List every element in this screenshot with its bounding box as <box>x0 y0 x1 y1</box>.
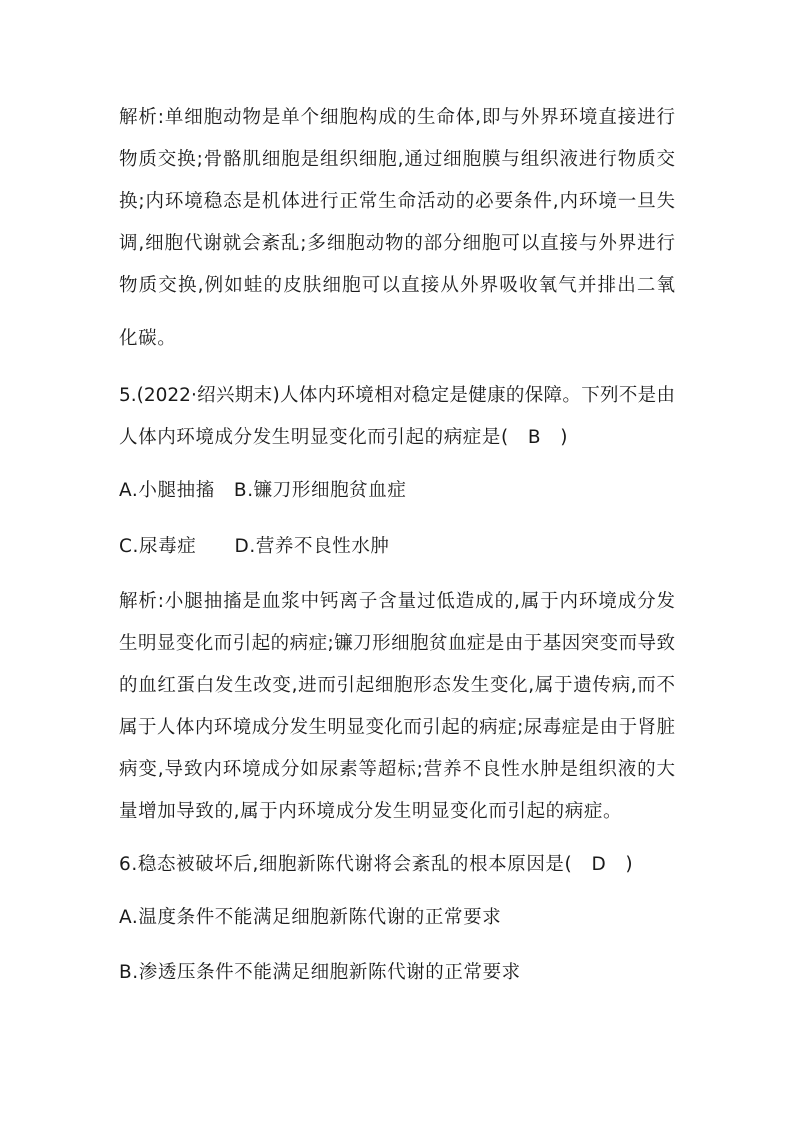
q5-explanation-line: 属于人体内环境成分发生明显变化而引起的病症;尿毒症是由于肾脏 <box>119 717 675 738</box>
q4-explanation-line: 换;内环境稳态是机体进行正常生命活动的必要条件,内环境一旦失 <box>119 191 675 212</box>
q5-stem-line: 5.(2022·绍兴期末)人体内环境相对稳定是健康的保障。下列不是由 <box>119 385 675 406</box>
q5-explanation-line: 生明显变化而引起的病症;镰刀形细胞贫血症是由于基因突变而导致 <box>119 633 675 654</box>
q4-explanation-line: 化碳。 <box>119 328 177 349</box>
q5-options-row: C.尿毒症 D.营养不良性水肿 <box>119 536 390 557</box>
q5-explanation-line: 病变,导致内环境成分如尿素等超标;营养不良性水肿是组织液的大 <box>119 759 675 780</box>
q4-explanation-line: 调,细胞代谢就会紊乱;多细胞动物的部分细胞可以直接与外界进行 <box>119 233 675 254</box>
q6-option-a: A.温度条件不能满足细胞新陈代谢的正常要求 <box>119 907 502 928</box>
q5-options-row: A.小腿抽搐 B.镰刀形细胞贫血症 <box>119 480 407 501</box>
q5-stem-line: 人体内环境成分发生明显变化而引起的病症是( B ) <box>119 427 569 448</box>
q4-explanation-line: 物质交换;骨骼肌细胞是组织细胞,通过细胞膜与组织液进行物质交 <box>119 149 675 170</box>
q5-explanation-line: 解析:小腿抽搐是血浆中钙离子含量过低造成的,属于内环境成分发 <box>119 591 675 612</box>
q6-option-b: B.渗透压条件不能满足细胞新陈代谢的正常要求 <box>119 962 521 983</box>
q4-explanation-line: 解析:单细胞动物是单个细胞构成的生命体,即与外界环境直接进行 <box>119 107 675 128</box>
q6-stem: 6.稳态被破坏后,细胞新陈代谢将会紊乱的根本原因是( D ) <box>119 854 634 875</box>
q5-explanation-line: 量增加导致的,属于内环境成分发生明显变化而引起的病症。 <box>119 801 623 822</box>
q4-explanation-line: 物质交换,例如蛙的皮肤细胞可以直接从外界吸收氧气并排出二氧 <box>119 275 675 296</box>
q5-explanation-line: 的血红蛋白发生改变,进而引起细胞形态发生变化,属于遗传病,而不 <box>119 675 675 696</box>
